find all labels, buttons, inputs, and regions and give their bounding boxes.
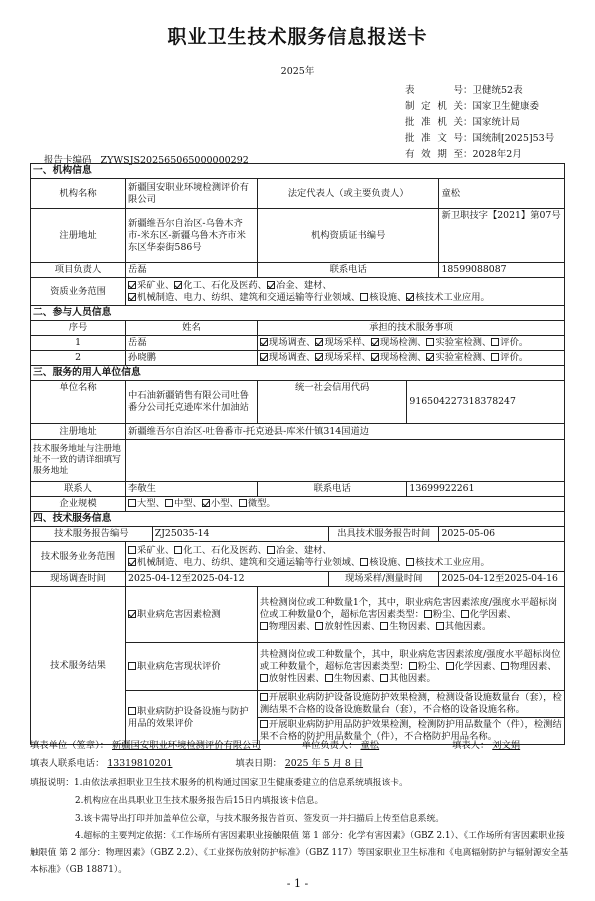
person-items: 现场调查、 现场采样、 现场检测、 实验室检测、 评价。: [257, 336, 564, 351]
section-service: 四、技术服务信息: [31, 512, 565, 527]
note-line: 2.机构应在出具职业卫生技术服务报告后15日内填报该卡信息。: [75, 796, 324, 806]
checked-box-icon[interactable]: [315, 338, 323, 346]
checkbox-icon[interactable]: [360, 293, 368, 301]
checkbox-icon[interactable]: [260, 693, 268, 701]
option-label: 核设施: [369, 556, 398, 568]
client-phone: 13699922261: [407, 482, 565, 497]
meta-key: 批准机关: [405, 117, 463, 128]
option-label: 粉尘: [417, 660, 437, 672]
org-name: 新疆国安职业环境检测评价有限公司: [126, 179, 258, 209]
checked-box-icon[interactable]: [128, 281, 136, 289]
option-item: [436, 621, 482, 632]
note-line: 填报说明：1.由依法承担职业卫生技术服务的机构通过国家卫生健康委建立的信息系统填报该卡。: [30, 778, 408, 788]
contact-person: 李敬生: [126, 482, 258, 497]
sample-time: 2025-04-12至2025-04-16: [439, 572, 565, 587]
option-item: [267, 280, 323, 291]
meta-key: 批准文号: [405, 133, 463, 144]
option-label: 现场检测: [379, 337, 418, 348]
option-item: [501, 661, 547, 672]
client-phone-label: 联系电话: [257, 482, 407, 497]
option-label: 采矿业: [137, 544, 165, 556]
meta-value: 国统制[2025]53号: [472, 133, 555, 144]
meta-key: 有效期至: [405, 149, 463, 160]
option-item: [315, 337, 361, 348]
option-label: 化学因素: [469, 608, 508, 620]
result-eval-label: 职业病危害现状评价: [126, 643, 258, 691]
result-effect-b: 开展职业病防护用品防护效果检测，检测防护用品数量个（件），检测结果不合格的防护用品数量个（件），不合格防护用品名称。: [257, 718, 564, 745]
survey-time: 2025-04-12至2025-04-12: [126, 572, 329, 587]
report-no: ZJ25035-14: [152, 527, 328, 542]
client-addr-label: 注册地址: [31, 424, 126, 440]
scope-label: 资质业务范围: [31, 278, 126, 306]
filler-phone: 13319810201: [107, 758, 173, 769]
option-label: 评价: [500, 337, 519, 348]
credit-code: 916504227318378247: [407, 381, 565, 424]
option-label: 其他因素: [389, 672, 427, 684]
result-detect: 共检测岗位或工种数量1个，其中，职业病危害因素浓度/强度水平超标岗位或工种数量0个，超标危害因素类型： 粉尘、 化学因素、物理因素、 放射性因素、 生物因素、 其他因素。: [257, 587, 564, 643]
service-scope: 采矿业、 化工、石化及医药、 冶金、建材、机械制造、电力、纺织、建筑和交通运输等行业领域、 核设施、 核技术工业应用。: [126, 542, 565, 572]
legal-rep: 童松: [439, 179, 565, 209]
option-label: 实验室检测: [435, 337, 482, 348]
result-eval: 共检测岗位或工种数量个，其中，职业病危害因素浓度/强度水平超标岗位或工种数量个，超标危害因素类型： 粉尘、 化学因素、 物理因素、放射性因素、 生物因素、 其他因素。: [257, 643, 564, 691]
option-label: 现场调查: [268, 352, 307, 363]
meta-value: 卫健统52表: [472, 85, 523, 96]
org-scope: 采矿业、 化工、石化及医药、 冶金、建材、机械制造、电力、纺织、建筑和交通运输等行业领域、 核设施、 核技术工业应用。: [126, 278, 565, 306]
option-label: 中型: [173, 498, 193, 509]
option-label: 放射性因素: [324, 620, 371, 632]
option-item: [239, 498, 267, 509]
project-lead: 岳磊: [126, 263, 258, 278]
option-item: [409, 661, 437, 672]
checkbox-icon[interactable]: [128, 662, 136, 670]
option-item: [315, 621, 371, 632]
checkbox-icon[interactable]: [360, 558, 368, 566]
org-addr: 新疆维吾尔自治区-乌鲁木齐市-米东区-新疆乌鲁木齐市米东区华泰街586号: [126, 209, 258, 263]
note-line: 3.该卡需导出打印并加盖单位公章，与技术服务报告首页、签发页一并扫描后上传至信息系统。: [75, 814, 445, 824]
org-phone: 18599088087: [439, 263, 565, 278]
person-name: 孙晓鹏: [126, 351, 258, 366]
option-label: 核技术工业应用: [415, 291, 481, 303]
option-item: [267, 545, 323, 556]
contact-label: 联系人: [31, 482, 126, 497]
option-label: 冶金、建材: [275, 544, 323, 556]
checkbox-icon[interactable]: [409, 662, 417, 670]
footer-row-2: 填表人联系电话： 13319810201 填表日期： 2025 年 5 月 8 日: [30, 758, 364, 769]
checkbox-icon[interactable]: [128, 499, 136, 507]
section-client: 三、服务的用人单位信息: [31, 366, 565, 381]
result-effect-label: 职业病防护设备设施与防护用品的效果评价: [126, 691, 258, 745]
option-label: 冶金、建材: [275, 279, 323, 291]
option-item: [128, 280, 165, 291]
checkbox-icon[interactable]: [406, 558, 414, 566]
option-label: 微型: [247, 498, 267, 509]
option-item: [174, 280, 257, 291]
meta-line: 表号：卫健统52表: [405, 83, 523, 99]
option-item: [165, 498, 193, 509]
checkbox-icon[interactable]: [260, 720, 268, 728]
option-item: [260, 621, 306, 632]
lead-label: 项目负责人: [31, 263, 126, 278]
checkbox-icon[interactable]: [165, 499, 173, 507]
option-label: 生物因素: [333, 672, 371, 684]
checked-box-icon[interactable]: [315, 353, 323, 361]
person-name: 岳磊: [126, 336, 258, 351]
option-item: [128, 557, 351, 568]
result-effect-a: 开展职业病防护设备设施防护效果检测，检测设备设施数量台（套），检测结果不合格的设备设施数量台（套），不合格的设备设施名称。: [257, 691, 564, 718]
option-label: 物理因素: [268, 620, 307, 632]
option-label: 现场采样: [324, 337, 362, 348]
meta-key: 制定机关: [405, 101, 463, 112]
footer-row-1: 填表单位（签章）： 新疆国安职业环境检测评价有限公司 单位负责人： 童松 填表人： 刘文娟: [30, 740, 521, 751]
option-item: [446, 661, 492, 672]
col-items: 承担的技术服务事项: [257, 321, 564, 336]
option-item: [426, 337, 482, 348]
checkbox-icon[interactable]: [239, 499, 247, 507]
option-item: [315, 352, 361, 363]
info-table: [30, 163, 565, 745]
section-people: 二、参与人员信息: [31, 306, 565, 321]
client-name-label: 单位名称: [31, 381, 126, 424]
checked-box-icon[interactable]: [260, 353, 268, 361]
org-name-label: 机构名称: [31, 179, 126, 209]
option-label: 放射性因素: [268, 672, 316, 684]
checkbox-icon[interactable]: [446, 662, 454, 670]
option-label: 化工、石化及医药: [183, 279, 258, 291]
checkbox-icon[interactable]: [315, 622, 323, 630]
org-addr-label: 注册地址: [31, 209, 126, 263]
result-detect-label: 职业病危害因素检测: [126, 587, 258, 643]
col-name: 姓名: [126, 321, 258, 336]
checkbox-icon[interactable]: [128, 546, 136, 554]
filling-unit: 新疆国安职业环境检测评价有限公司: [112, 740, 261, 751]
filler: 刘文娟: [492, 740, 521, 751]
meta-key: 表号: [405, 85, 463, 96]
checked-box-icon[interactable]: [202, 499, 210, 507]
checkbox-icon[interactable]: [260, 674, 268, 682]
option-item: [371, 352, 417, 363]
legal-label: 法定代表人（或主要负责人）: [257, 179, 439, 209]
option-item: [325, 673, 371, 684]
checkbox-icon[interactable]: [380, 674, 388, 682]
checkbox-icon[interactable]: [426, 338, 434, 346]
checked-box-icon[interactable]: [128, 558, 136, 566]
option-item: [380, 673, 426, 684]
option-item: [128, 292, 351, 303]
survey-label: 现场调查时间: [31, 572, 126, 587]
option-label: 现场调查: [268, 337, 307, 348]
option-label: 粉尘: [432, 608, 452, 620]
meta-value: 国家统计局: [472, 117, 521, 128]
option-item: [406, 292, 480, 303]
checked-box-icon[interactable]: [426, 353, 434, 361]
option-label: 实验室检测: [435, 352, 482, 363]
fill-date: 2025 年 5 月 8 日: [284, 758, 364, 769]
option-label: 采矿业: [137, 279, 165, 291]
option-label: 物理因素: [510, 660, 548, 672]
option-label: 其他因素: [444, 620, 482, 632]
checked-box-icon[interactable]: [260, 338, 268, 346]
option-item: [128, 545, 165, 556]
client-addr: 新疆维吾尔自治区-吐鲁番市-托克逊县-库米什镇314国道边: [126, 424, 565, 440]
section-org: 一、机构信息: [31, 164, 565, 179]
cert-label: 机构资质证书编号: [257, 209, 439, 263]
sample-label: 现场采样/测量时间: [328, 572, 439, 587]
form-year: 2025年: [280, 66, 315, 77]
option-label: 核设施: [369, 291, 398, 303]
option-item: [360, 557, 397, 568]
option-item: [461, 609, 507, 620]
person-no: 2: [31, 351, 126, 366]
option-item: [174, 545, 257, 556]
option-label: 机械制造、电力、纺织、建筑和交通运输等行业领域: [137, 556, 351, 568]
report-date: 2025-05-06: [439, 527, 565, 542]
checked-box-icon[interactable]: [406, 293, 414, 301]
report-code: 报告卡编码 ZYWSJS202565065000000292: [44, 155, 249, 166]
option-item: [260, 352, 306, 363]
company-size: 大型、 中型、 小型、 微型。: [126, 497, 565, 512]
option-item: [426, 352, 482, 363]
option-item: [371, 337, 417, 348]
option-item: [380, 621, 426, 632]
org-phone-label: 联系电话: [257, 263, 439, 278]
checkbox-icon[interactable]: [501, 662, 509, 670]
option-item: [128, 498, 156, 509]
option-item: [406, 557, 480, 568]
option-label: 大型: [137, 498, 156, 509]
option-label: 评价: [500, 352, 519, 363]
option-label: 小型: [210, 498, 230, 509]
checkbox-icon[interactable]: [174, 546, 182, 554]
option-label: 化学因素: [454, 660, 492, 672]
credit-label: 统一社会信用代码: [257, 381, 407, 424]
checkbox-icon[interactable]: [436, 622, 444, 630]
option-item: [260, 673, 316, 684]
service-scope-label: 技术服务业务范围: [31, 542, 126, 572]
checked-box-icon[interactable]: [174, 281, 182, 289]
form-title: 职业卫生技术服务信息报送卡: [167, 26, 428, 48]
meta-line: 制定机关：国家卫生健康委: [405, 99, 539, 115]
result-label: 技术服务结果: [31, 587, 126, 745]
checked-box-icon[interactable]: [128, 293, 136, 301]
checkbox-icon[interactable]: [380, 622, 388, 630]
checkbox-icon[interactable]: [491, 338, 499, 346]
option-item: [360, 292, 397, 303]
checked-box-icon[interactable]: [371, 353, 379, 361]
meta-line: 有效期至：2028年2月: [405, 147, 522, 163]
note-line: 4.超标的主要判定依据：《工作场所有害因素职业接触限值 第 1 部分：化学有害因素》（GBZ 2.1）、《工作场所有害因素职业接触限值 第 2 部分：物理因素》（GBZ 2.2）、《工业探伤放射防护标准》（GBZ 117）等国家职业卫生标准和《电离辐射防护与辐射源安全基本标准》（GB 18871）。: [30, 831, 569, 875]
service-addr: [126, 440, 565, 482]
option-label: 机械制造、电力、纺织、建筑和交通运输等行业领域: [137, 291, 351, 303]
size-label: 企业规模: [31, 497, 126, 512]
meta-line: 批准机关：国家统计局: [405, 115, 520, 131]
client-name: 中石油新疆销售有限公司吐鲁番分公司托克逊库米什加油站: [126, 381, 258, 424]
checkbox-icon[interactable]: [325, 674, 333, 682]
option-item: [424, 609, 452, 620]
report-no-label: 技术服务报告编号: [31, 527, 153, 542]
service-addr-label: 技术服务地址与注册地址不一致的请详细填写服务地址: [31, 440, 126, 482]
checkbox-icon[interactable]: [461, 610, 469, 618]
report-date-label: 出具技术服务报告时间: [328, 527, 439, 542]
option-label: 核技术工业应用: [415, 556, 481, 568]
checkbox-icon[interactable]: [491, 353, 499, 361]
person-items: 现场调查、 现场采样、 现场检测、 实验室检测、 评价。: [257, 351, 564, 366]
checked-box-icon[interactable]: [267, 281, 275, 289]
unit-head: 童松: [360, 740, 380, 751]
option-label: 化工、石化及医药: [183, 544, 258, 556]
checked-box-icon[interactable]: [371, 338, 379, 346]
checkbox-icon[interactable]: [128, 707, 136, 715]
option-item: [491, 337, 519, 348]
cert-number: 新卫职技字【2021】第07号: [439, 209, 565, 263]
meta-line: 批准文号：国统制[2025]53号: [405, 131, 554, 147]
option-label: 生物因素: [389, 620, 427, 632]
checked-box-icon[interactable]: [128, 610, 136, 618]
option-label: 现场采样: [324, 352, 362, 363]
col-no: 序号: [31, 321, 126, 336]
checkbox-icon[interactable]: [260, 622, 268, 630]
person-no: 1: [31, 336, 126, 351]
checkbox-icon[interactable]: [267, 546, 275, 554]
meta-value: 国家卫生健康委: [472, 101, 540, 112]
checkbox-icon[interactable]: [424, 610, 432, 618]
option-item: [260, 337, 306, 348]
page-number: - 1 -: [286, 877, 309, 890]
meta-value: 2028年2月: [472, 149, 522, 160]
option-item: [491, 352, 519, 363]
option-label: 现场检测: [379, 352, 418, 363]
option-item: [202, 498, 230, 509]
filling-notes: [30, 774, 570, 879]
